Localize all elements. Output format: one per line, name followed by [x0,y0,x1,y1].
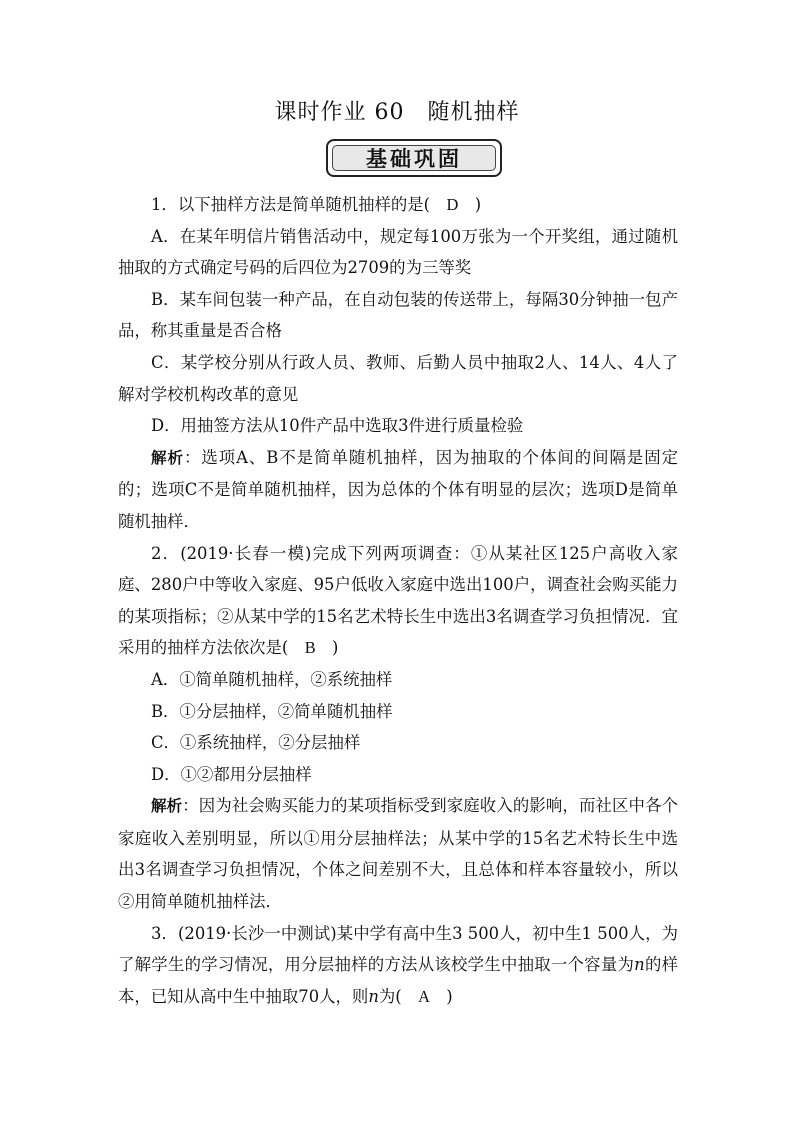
question-1-option-a: A．在某年明信片销售活动中，规定每100万张为一个开奖组，通过随机抽取的方式确定号码的后四位为2709的为三等奖 [118,226,678,278]
question-2-option-d: D．①②都用分层抽样 [151,764,312,784]
page-title: 课时作业 60 随机抽样 [274,100,520,125]
question-2-option-c: C．①系统抽样，②分层抽样 [151,733,361,753]
question-list [118,189,678,1012]
question-2-stem: 2．(2019·长春一模)完成下列两项调查：①从某社区125户高收入家庭、280户中等收入家庭、95户低收入家庭中选出100户，调查社会购买能力的某项指标；②从某中学的15名艺术特长生中选出3名调查学习负担情况．宜采用的抽样方法依次是( B ) [118,543,678,658]
question-1-option-d: D．用抽签方法从10件产品中选取3件进行质量检验 [151,416,524,436]
analysis-label: 解析 [151,448,184,467]
question-3-answer: A [418,986,430,1006]
question-1-option-c: C．某学校分别从行政人员、教师、后勤人员中抽取2人、14人、4人了解对学校机构改革的意见 [118,352,678,404]
section-banner-label: 基础巩固 [332,145,496,171]
analysis-label: 解析 [151,797,183,816]
question-1-analysis: 解析：选项A、B不是简单随机抽样，因为抽取的个体间的间隔是固定的；选项C不是简单随机抽样，因为总体的个体有明显的层次；选项D是简单随机抽样． [118,447,678,531]
question-1-option-b: B．某车间包装一种产品，在自动包装的传送带上，每隔30分钟抽一包产品，称其重量是否合格 [118,289,678,341]
question-2-answer: B [304,638,316,658]
question-2-option-b: B．①分层抽样，②简单随机抽样 [151,701,393,721]
question-2-option-a: A．①简单随机抽样，②系统抽样 [151,669,393,689]
question-1-answer: D [446,195,459,214]
question-3-stem: 3．(2019·长沙一中测试)某中学有高中生3 500人，初中生1 500人，为了解学生的学习情况，用分层抽样的方法从该校学生中抽取一个容量为n的样本，已知从高中生中抽取70人，则n为( A ) [118,923,679,1006]
section-banner [326,139,502,177]
question-1-stem: 1．以下抽样方法是简单随机抽样的是( D ) [151,195,482,214]
question-2-analysis: 解析：因为社会购买能力的某项指标受到家庭收入的影响，而社区中各个家庭收入差别明显，所以①用分层抽样法；从某中学的15名艺术特长生中选出3名调查学习负担情况，个体之间差别不大，且总体和样本容量较小，所以②用简单随机抽样法． [118,796,678,912]
